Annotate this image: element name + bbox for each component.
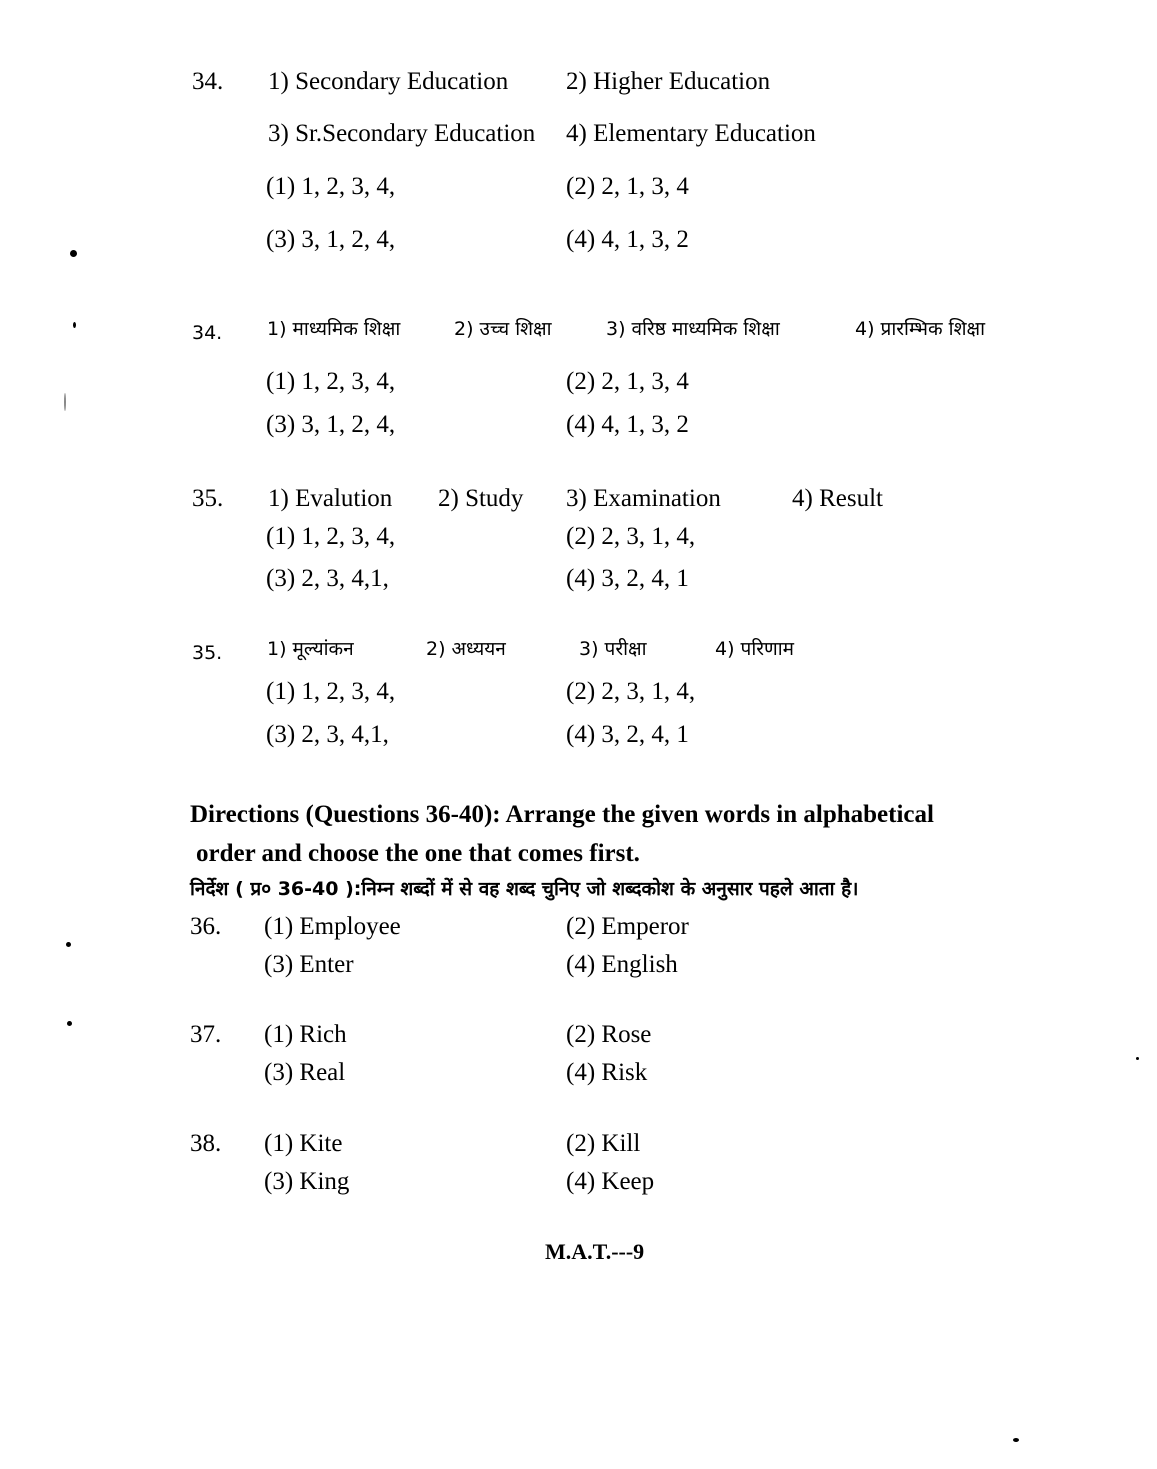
option-2: (2) 2, 1, 3, 4: [566, 173, 689, 200]
scan-speck: [1013, 1438, 1019, 1442]
item-3: 3) परीक्षा: [579, 638, 647, 660]
option-1: (1) 1, 2, 3, 4,: [266, 368, 396, 395]
option-2: (2) 2, 3, 1, 4,: [566, 523, 696, 550]
option-4: (4) 3, 2, 4, 1: [566, 721, 689, 748]
scan-speck: [70, 250, 77, 257]
item-3: 3) वरिष्ठ माध्यमिक शिक्षा: [606, 318, 780, 340]
item-1: 1) मूल्यांकन: [267, 638, 354, 660]
option-4: (4) English: [566, 951, 678, 978]
scan-speck: [64, 393, 66, 411]
option-1: (1) 1, 2, 3, 4,: [266, 523, 396, 550]
question-number: 37.: [190, 1021, 222, 1048]
question-number: 38.: [190, 1130, 222, 1157]
scan-speck: [73, 322, 76, 328]
directions-line-2: order and choose the one that comes first.: [196, 840, 640, 867]
option-3: (3) 2, 3, 4,1,: [266, 721, 389, 748]
option-2: (2) Rose: [566, 1021, 652, 1048]
option-1: (1) 1, 2, 3, 4,: [266, 173, 396, 200]
option-3: (3) 2, 3, 4,1,: [266, 565, 389, 592]
option-2: (2) Kill: [566, 1130, 641, 1157]
question-number: 36.: [190, 913, 222, 940]
option-4: (4) Risk: [566, 1059, 648, 1086]
item-4: 4) प्रारम्भिक शिक्षा: [855, 318, 986, 340]
option-1: (1) Employee: [264, 913, 401, 940]
item-2: 2) Higher Education: [566, 68, 771, 95]
question-number: 35.: [192, 642, 223, 664]
scan-speck: [66, 942, 71, 947]
option-4: (4) Keep: [566, 1168, 655, 1195]
option-3: (3) King: [264, 1168, 350, 1195]
option-1: (1) Rich: [264, 1021, 347, 1048]
option-1: (1) 1, 2, 3, 4,: [266, 678, 396, 705]
page-footer: M.A.T.---9: [545, 1239, 645, 1264]
option-2: (2) Emperor: [566, 913, 689, 940]
directions-line-1: Directions (Questions 36-40): Arrange the given words in alphabetical: [190, 801, 934, 828]
option-3: (3) Enter: [264, 951, 354, 978]
item-4: 4) परिणाम: [715, 638, 795, 660]
option-2: (2) 2, 1, 3, 4: [566, 368, 689, 395]
option-3: (3) 3, 1, 2, 4,: [266, 411, 396, 438]
item-1: 1) Evalution: [268, 485, 393, 512]
scan-speck: [67, 1021, 72, 1026]
directions-hindi: निर्देश ( प्र० 36-40 ):निम्न शब्दों में से वह शब्द चुनिए जो शब्दकोश के अनुसार पहले आता है।: [190, 878, 859, 900]
item-4: 4) Elementary Education: [566, 120, 816, 147]
item-3: 3) Examination: [566, 485, 721, 512]
item-1: 1) माध्यमिक शिक्षा: [267, 318, 401, 340]
option-1: (1) Kite: [264, 1130, 343, 1157]
item-4: 4) Result: [792, 485, 883, 512]
item-2: 2) उच्च शिक्षा: [454, 318, 552, 340]
option-4: (4) 3, 2, 4, 1: [566, 565, 689, 592]
item-1: 1) Secondary Education: [268, 68, 509, 95]
item-2: 2) Study: [438, 485, 524, 512]
option-3: (3) 3, 1, 2, 4,: [266, 226, 396, 253]
option-4: (4) 4, 1, 3, 2: [566, 226, 689, 253]
option-4: (4) 4, 1, 3, 2: [566, 411, 689, 438]
scan-speck: [1136, 1057, 1139, 1060]
question-number: 34.: [192, 322, 223, 344]
option-2: (2) 2, 3, 1, 4,: [566, 678, 696, 705]
question-number: 34.: [192, 68, 224, 95]
question-number: 35.: [192, 485, 224, 512]
item-3: 3) Sr.Secondary Education: [268, 120, 536, 147]
item-2: 2) अध्ययन: [426, 638, 506, 660]
option-3: (3) Real: [264, 1059, 346, 1086]
